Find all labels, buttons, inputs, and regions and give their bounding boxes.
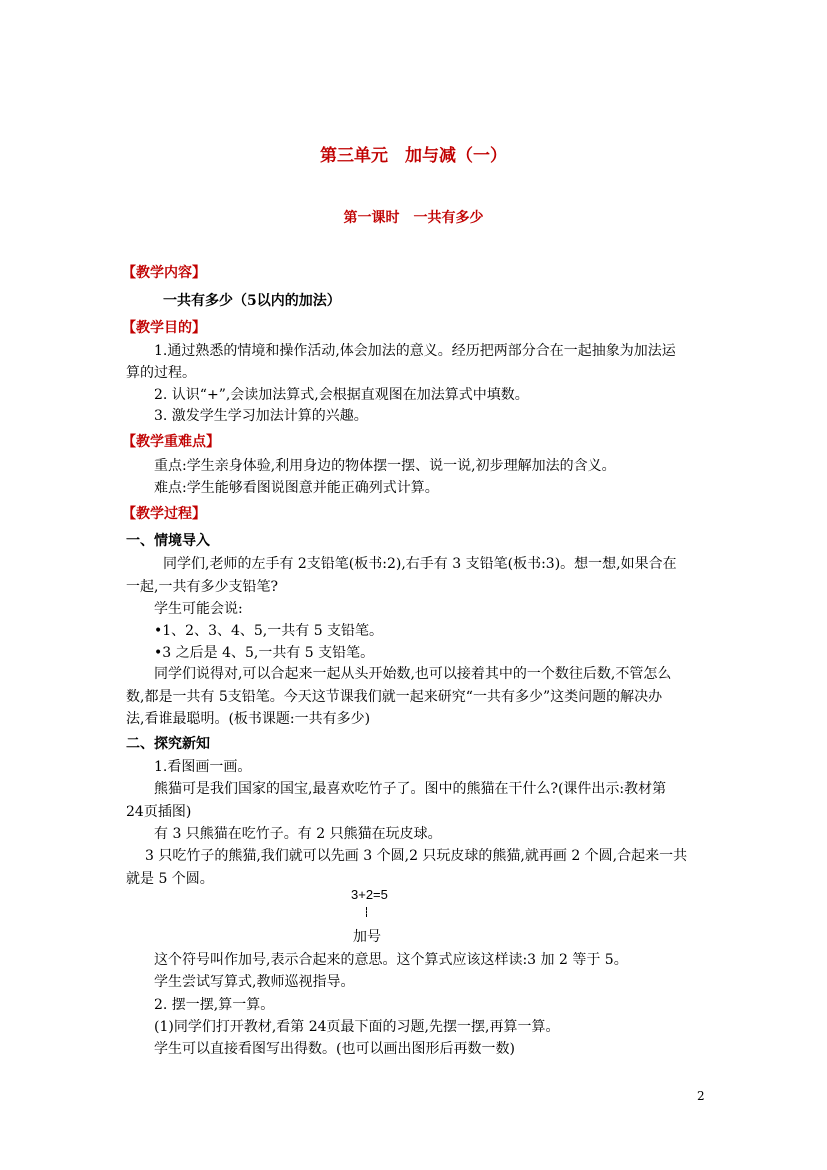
pointer-line (366, 907, 368, 917)
part1-p3-line-3: 法,看谁最聪明。(板书课题:一共有多少) (126, 711, 371, 727)
part1-p2: 学生可能会说: (154, 601, 243, 617)
content-text: 一共有多少（5以内的加法） (163, 293, 341, 309)
part2-s1-p3-line-1: 3 只吃竹子的熊猫,我们就可以先画 3 个圆,2 只玩皮球的熊猫,就再画 2 个圆,合起来一共 (145, 848, 688, 864)
part2-step-2: 2. 摆一摆,算一算。 (154, 997, 275, 1013)
part1-p1-line-1: 同学们,老师的左手有 2支铅笔(板书:2),右手有 3 支铅笔(板书:3)。想一想,如果合在 (163, 556, 677, 572)
section-heading-key-points: 【教学重难点】 (122, 434, 220, 450)
key-point-text: 重点:学生亲身体验,利用身边的物体摆一摆、说一说,初步理解加法的含义。 (154, 458, 616, 474)
part2-s2-p2: 学生可以直接看图写出得数。(也可以画出图形后再数一数) (154, 1041, 515, 1057)
part2-s1-p4: 这个符号叫作加号,表示合起来的意思。这个算式应该这样读:3 加 2 等于 5。 (154, 952, 628, 968)
part1-heading: 一、情境导入 (126, 533, 210, 549)
goal-item-3: 3. 激发学生学习加法计算的兴趣。 (154, 408, 368, 424)
difficult-point-text: 难点:学生能够看图说图意并能正确列式计算。 (154, 480, 439, 496)
part1-p1-line-2: 一起,一共有多少支铅笔? (126, 579, 278, 595)
equation: 3+2=5 (351, 887, 388, 902)
goal-item-1-line-2: 算的过程。 (126, 365, 196, 381)
goal-item-1-line-1: 1.通过熟悉的情境和操作活动,体会加法的意义。经历把两部分合在一起抽象为加法运 (154, 343, 676, 359)
lesson-subtitle: 第一课时 一共有多少 (343, 210, 484, 226)
part2-s1-p3-line-2: 就是 5 个圆。 (126, 871, 214, 887)
part1-bullet-2: •3 之后是 4、5,一共有 5 支铅笔。 (154, 645, 375, 661)
part1-p3-line-2: 数,都是一共有 5支铅笔。今天这节课我们就一起来研究“一共有多少”这类问题的解决办 (126, 689, 663, 705)
part2-s1-p1-line-2: 24页插图) (126, 804, 192, 820)
part1-bullet-1: •1、2、3、4、5,一共有 5 支铅笔。 (154, 623, 384, 639)
section-heading-goals: 【教学目的】 (122, 320, 206, 336)
part2-s2-p1: (1)同学们打开教材,看第 24页最下面的习题,先摆一摆,再算一算。 (154, 1019, 560, 1035)
part2-heading: 二、探究新知 (126, 736, 210, 752)
goal-item-2: 2. 认识“+”,会读加法算式,会根据直观图在加法算式中填数。 (154, 387, 529, 403)
unit-title: 第三单元 加与减（一） (320, 146, 507, 166)
part1-p3-line-1: 同学们说得对,可以合起来一起从头开始数,也可以接着其中的一个数往后数,不管怎么 (154, 666, 672, 682)
page-number: 2 (697, 1089, 705, 1103)
part2-s1-p5: 学生尝试写算式,教师巡视指导。 (154, 974, 355, 990)
part2-step-1: 1.看图画一画。 (154, 759, 252, 775)
part2-s1-p1-line-1: 熊猫可是我们国家的国宝,最喜欢吃竹子了。图中的熊猫在干什么?(课件出示:教材第 (154, 781, 667, 797)
part2-s1-p2: 有 3 只熊猫在吃竹子。有 2 只熊猫在玩皮球。 (154, 826, 442, 842)
plus-sign-label: 加号 (353, 929, 381, 945)
section-heading-content: 【教学内容】 (122, 265, 206, 281)
section-heading-process: 【教学过程】 (122, 506, 206, 522)
